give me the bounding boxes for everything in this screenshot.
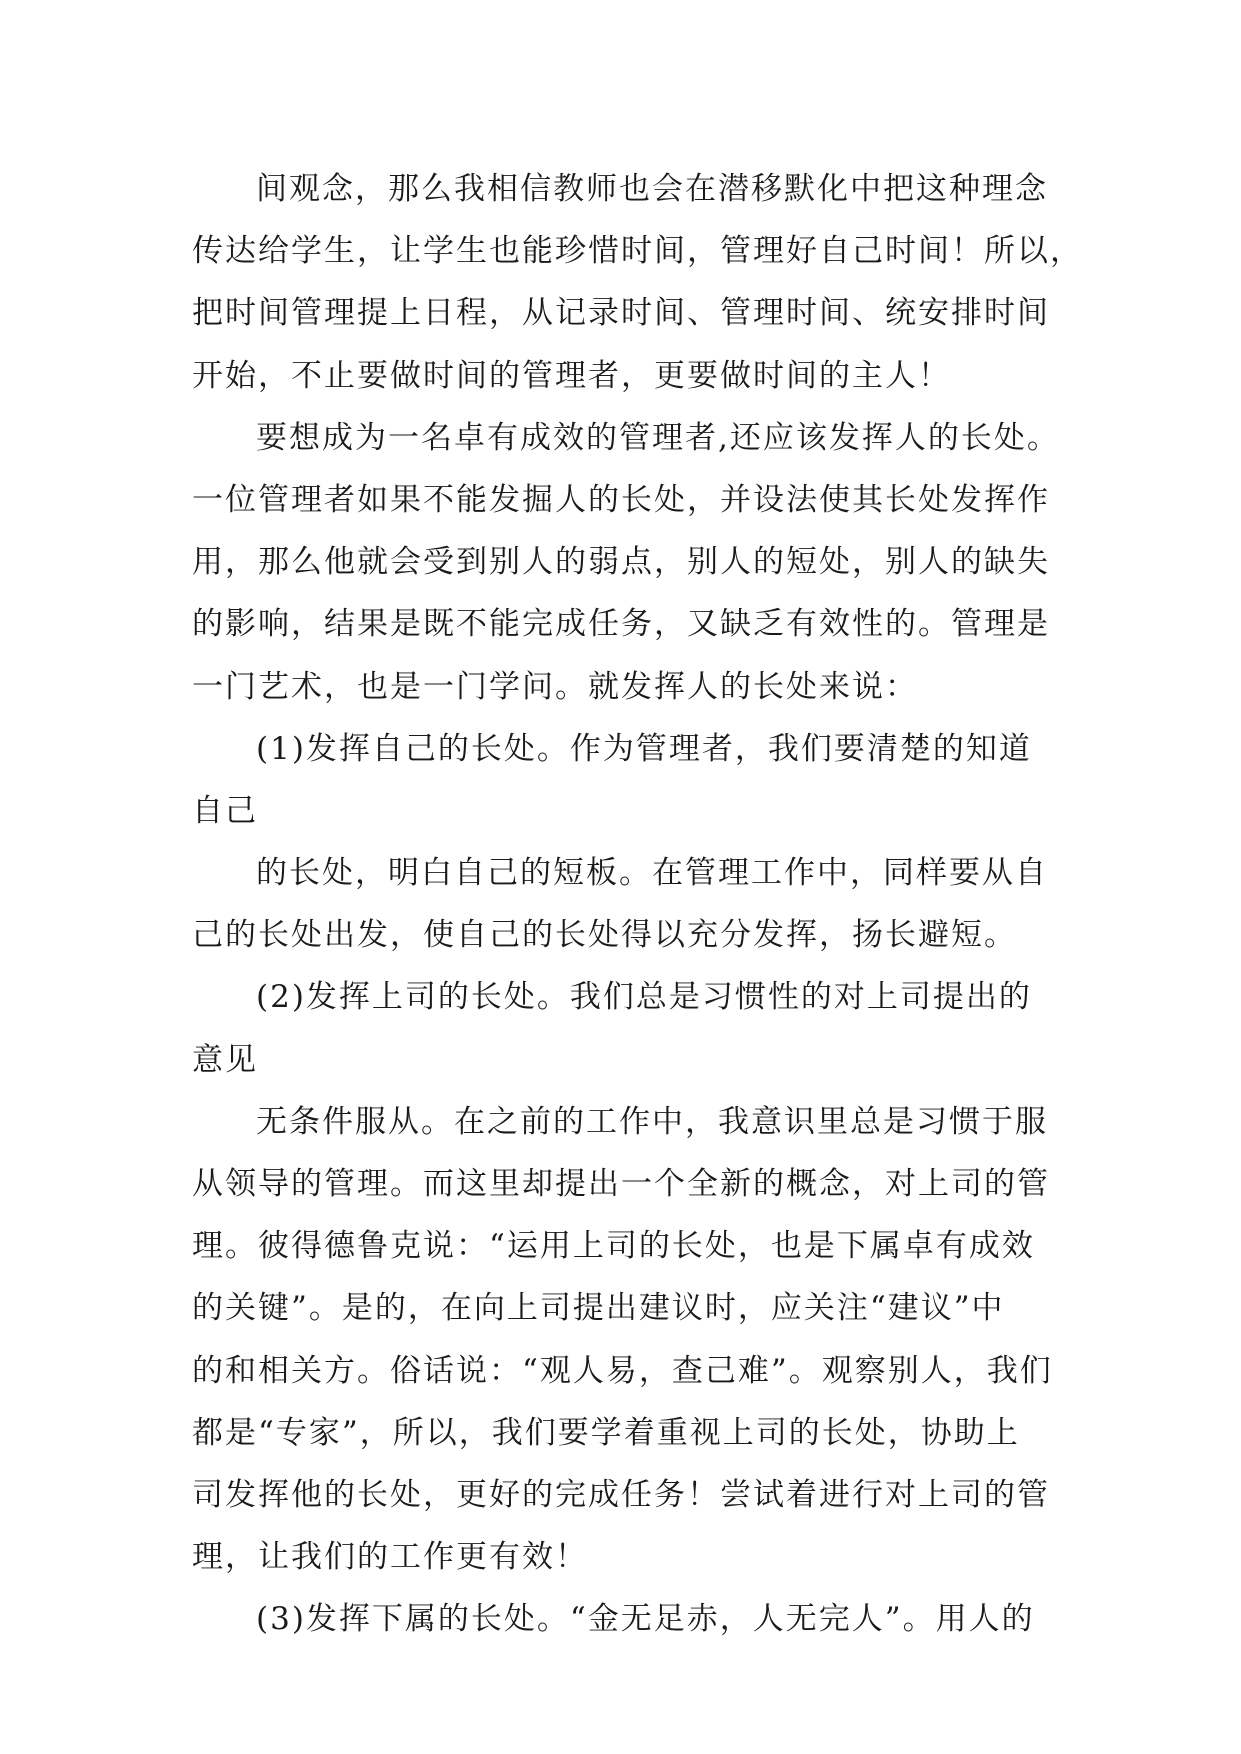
text-line: 把时间管理提上日程，从记录时间、管理时间、统安排时间	[192, 295, 1050, 332]
text-line: 传达给学生，让学生也能珍惜时间，管理好自己时间！所以，	[192, 233, 1083, 270]
text-line: (2)发挥上司的长处。我们总是习惯性的对上司提出的	[256, 979, 1032, 1016]
text-line: 要想成为一名卓有成效的管理者,还应该发挥人的长处。	[256, 419, 1060, 456]
text-line: 己的长处出发，使自己的长处得以充分发挥，扬长避短。	[192, 917, 1017, 954]
text-line: 的长处，明白自己的短板。在管理工作中，同样要从自	[256, 855, 1048, 892]
text-line: 理，让我们的工作更有效！	[192, 1539, 588, 1576]
text-line: 的和相关方。俗话说：“观人易，查己难”。观察别人，我们	[192, 1352, 1053, 1389]
text-line: 开始，不止要做时间的管理者，更要做时间的主人！	[192, 357, 951, 394]
text-line: 司发挥他的长处，更好的完成任务！尝试着进行对上司的管	[192, 1476, 1050, 1513]
text-line: 都是“专家”，所以，我们要学着重视上司的长处，协助上	[192, 1414, 1020, 1451]
text-line: 用，那么他就会受到别人的弱点，别人的短处，别人的缺失	[192, 544, 1050, 581]
body-text	[192, 158, 1083, 1651]
text-line: (1)发挥自己的长处。作为管理者，我们要清楚的知道	[256, 730, 1032, 767]
text-line: 理。彼得德鲁克说：“运用上司的长处，也是下属卓有成效	[192, 1228, 1035, 1265]
text-line: 无条件服从。在之前的工作中，我意识里总是习惯于服	[256, 1103, 1048, 1140]
text-line: 间观念，那么我相信教师也会在潜移默化中把这种理念	[256, 171, 1048, 207]
text-line: 自己	[192, 792, 258, 829]
text-line: 一位管理者如果不能发掘人的长处，并设法使其长处发挥作	[192, 481, 1050, 518]
text-line: 意见	[192, 1041, 258, 1078]
text-line: (3)发挥下属的长处。“金无足赤，人无完人”。用人的	[256, 1601, 1035, 1638]
text-line: 的关键”。是的，在向上司提出建议时，应关注“建议”中	[192, 1290, 1005, 1327]
text-line: 从领导的管理。而这里却提出一个全新的概念，对上司的管	[192, 1166, 1050, 1202]
text-line: 的影响，结果是既不能完成任务，又缺乏有效性的。管理是	[192, 606, 1050, 643]
text-line: 一门艺术，也是一门学问。就发挥人的长处来说：	[192, 668, 918, 705]
